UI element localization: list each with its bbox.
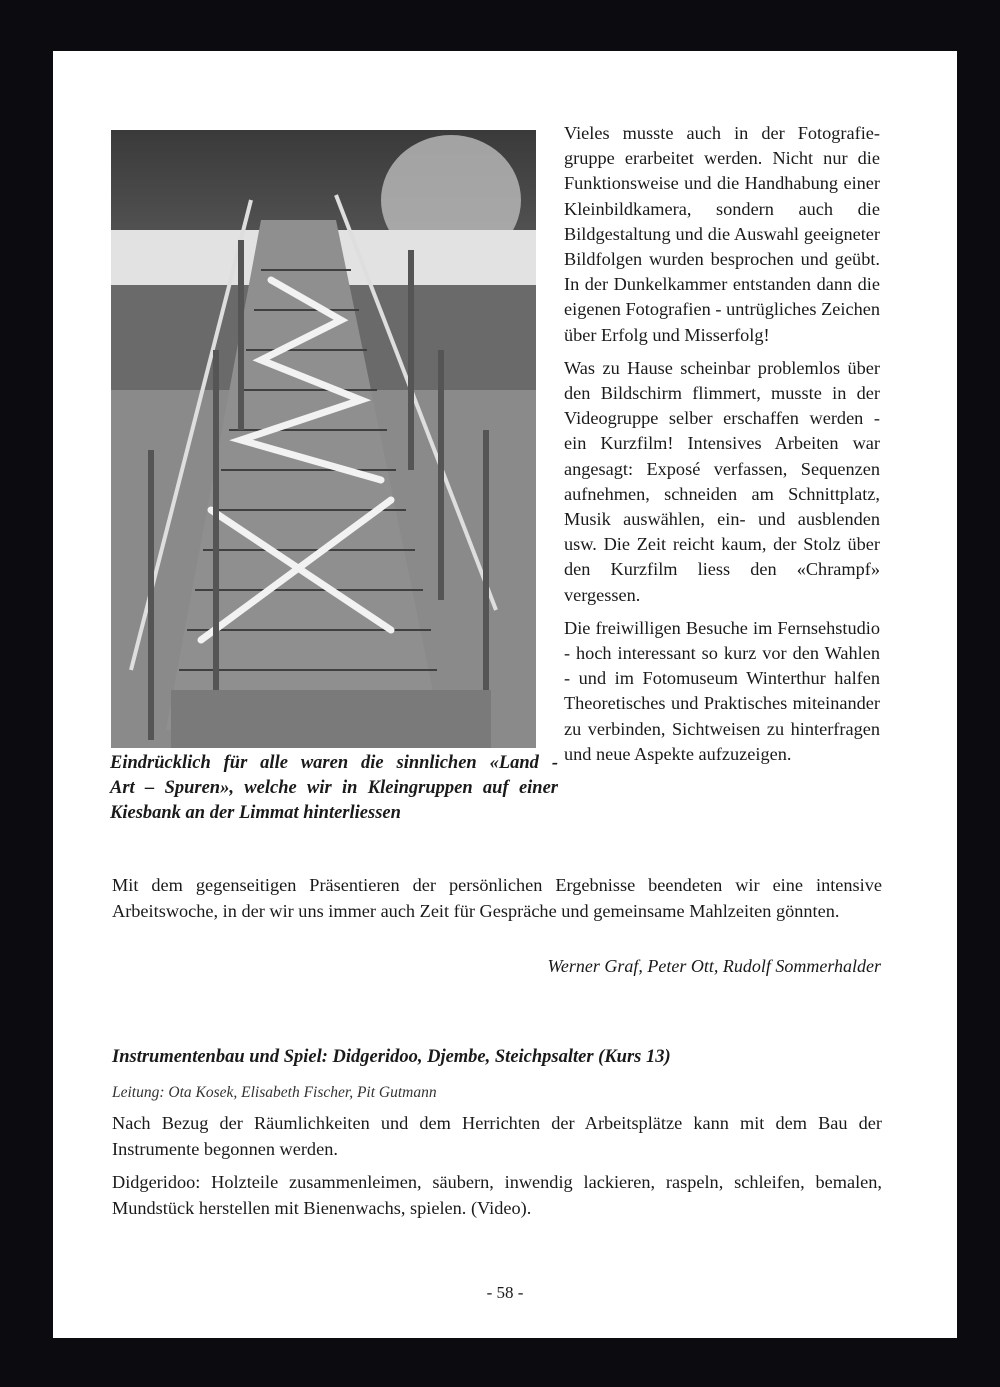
photo-caption: [110, 751, 558, 826]
course-paragraph-didgeridoo: Didgeridoo: Holzteile zusammenleimen, säubern, inwendig lackieren, raspeln, schleifen, bemalen, Mundstück herstellen mit Bienenwachs, spielen. (Video).: [112, 1172, 882, 1218]
page-number: - 58 -: [486, 1283, 524, 1302]
closing-paragraph: Mit dem gegenseitigen Präsentieren der persönlichen Ergebnisse beendeten wir eine intensive Arbeitswoche, in der wir uns immer auch Zeit für Gespräche und gemeinsame Mahlzeiten gönnten.: [112, 875, 882, 921]
course-leitung: Leitung: Ota Kosek, Elisabeth Fischer, Pit Gutmann: [112, 1084, 437, 1101]
paragraph-video: Was zu Hause scheinbar problemlos über den Bildschirm flimmert, musste in der Videogruppe selber erschaffen werden - ein Kurzfilm! Intensives Arbeiten war angesagt: Exposé verfassen, Sequenzen aufnehmen, schneiden am Schnittplatz, Musik auswählen, ein- und ausblenden usw. Die Zeit reicht kaum, der Stolz über den Kurzfilm liess den «Chrampf» vergessen.: [564, 357, 880, 605]
paragraph-fotografie: Vieles musste auch in der Fotografiegruppe erarbeitet werden. Nicht nur die Funktionsweise und die Handhabung einer Kleinbildkamera, sondern auch die Bildgestaltung und die Auswahl geeigneter Bildfolgen wurden besprochen und geübt. In der Dunkelkammer entstanden dann die eigenen Fotografien - untrügliches Zeichen über Erfolg und Misserfolg!: [564, 123, 880, 345]
right-column-text: [564, 121, 880, 775]
caption-line-1: Eindrücklich für alle waren die sinnlichen «Land -: [110, 753, 558, 773]
course-heading: Instrumentenbau und Spiel: Didgeridoo, Djembe, Steichpsalter (Kurs 13): [112, 1047, 671, 1067]
course-paragraph-intro: Nach Bezug der Räumlichkeiten und dem Herrichten der Arbeitsplätze kann mit dem Bau der Instrumente begonnen werden.: [112, 1113, 882, 1159]
bridge-photo-illustration: [111, 130, 536, 748]
author-signature: Werner Graf, Peter Ott, Rudolf Sommerhalder: [547, 956, 881, 976]
document-page: [53, 51, 957, 1338]
bridge-photo: [111, 130, 536, 748]
paragraph-besuche: Die freiwilligen Besuche im Fernsehstudio - hoch interessant so kurz vor den Wahlen - und im Fotomuseum Winterthur halfen Theoretisches und Praktisches miteinander zu verbinden, Sichtweisen zu hinterfragen und neue Aspekte aufzuzeigen.: [564, 617, 880, 764]
caption-line-2: Art – Spuren», welche wir in Kleingruppen auf einer: [110, 778, 558, 798]
caption-line-3: Kiesbank an der Limmat hinterliessen: [110, 803, 401, 823]
